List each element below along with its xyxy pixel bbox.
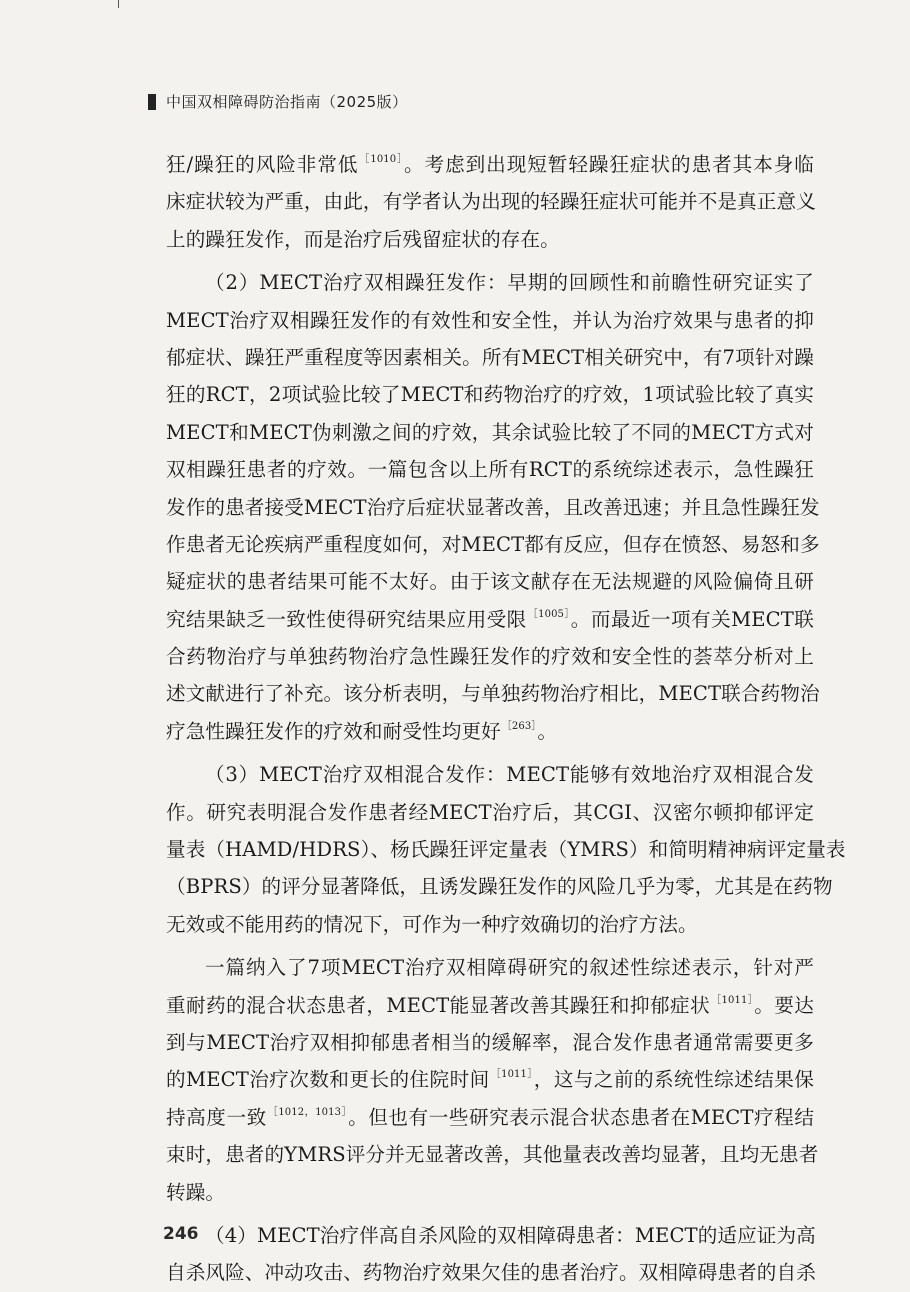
text-line (166, 638, 814, 675)
line-text: （3）MECT治疗双相混合发作：MECT能够有效地治疗双相混合发 (205, 763, 814, 787)
text-line (166, 868, 833, 905)
line-text: 束时，患者的YMRS评分并无显著改善，其他量表改善均显著，且均无患者 (166, 1143, 819, 1167)
crop-mark (118, 0, 119, 8)
citation-ref: ［263］ (501, 720, 537, 732)
line-text: 发作的患者接受MECT治疗后症状显著改善，且改善迅速；并且急性躁狂发 (166, 495, 820, 519)
line-text-continued: 。 (537, 719, 558, 743)
line-text-continued: 。要达 (754, 993, 814, 1017)
text-line (166, 376, 814, 413)
line-text: 疑症状的患者结果可能不太好。由于该文献存在无法规避的风险偏倚且研 (166, 570, 814, 594)
line-text: 无效或不能用药的情况下，可作为一种疗效确切的治疗方法。 (166, 912, 698, 936)
text-line (166, 675, 820, 712)
line-text: 究结果缺乏一致性使得研究结果应用受限 (166, 607, 527, 631)
citation-ref: ［1012，1013］ (267, 1106, 348, 1118)
text-line (166, 563, 814, 600)
citation-ref: ［1010］ (359, 154, 404, 165)
text-line (166, 1136, 819, 1173)
text-line (166, 794, 814, 831)
header-bar-icon (148, 94, 156, 110)
text-line (166, 1174, 814, 1211)
line-text: MECT和MECT伪刺激之间的疗效，其余试验比较了不同的MECT方式对 (166, 420, 814, 444)
text-line (166, 302, 814, 339)
text-line (166, 601, 814, 638)
line-text: 床症状较为严重，由此，有学者认为出现的轻躁狂症状可能并不是真正意义 (166, 190, 816, 214)
line-text: 狂/躁狂的风险非常低 (166, 153, 359, 176)
text-line (166, 1024, 814, 1061)
line-text: 的MECT治疗次数和更长的住院时间 (166, 1068, 490, 1092)
line-text: 郁症状、躁狂严重程度等因素相关。所有MECT相关研究中，有7项针对躁 (166, 345, 814, 369)
line-text: 重耐药的混合状态患者，MECT能显著改善其躁狂和抑郁症状 (166, 993, 711, 1017)
line-text: （4）MECT治疗伴高自杀风险的双相障碍患者：MECT的适应证为高 (205, 1223, 816, 1247)
text-line (166, 183, 814, 220)
line-text: 作患者无论疾病严重程度如何，对MECT都有反应，但存在愤怒、易怒和多 (166, 532, 820, 556)
running-head-title: 中国双相障碍防治指南（2025版） (166, 93, 408, 111)
text-line (166, 526, 820, 563)
line-text: 持高度一致 (166, 1105, 267, 1129)
line-text: 双相躁狂患者的疗效。一篇包含以上所有RCT的系统综述表示，急性躁狂 (166, 458, 814, 482)
line-text: 一篇纳入了7项MECT治疗双相障碍研究的叙述性综述表示，针对严 (205, 956, 814, 980)
line-text: 量表（HAMD/HDRS）、杨氏躁狂评定量表（YMRS）和简明精神病评定量表 (166, 838, 846, 862)
line-text-continued: 。考虑到出现短暂轻躁狂症状的患者其本身临 (404, 153, 814, 176)
text-line (166, 756, 814, 793)
line-text: （BPRS）的评分显著降低，且诱发躁狂发作的风险几乎为零，尤其是在药物 (166, 875, 833, 899)
line-text: 述文献进行了补充。该分析表明，与单独药物治疗相比，MECT联合药物治 (166, 682, 820, 706)
text-line (166, 221, 814, 258)
line-text: 作。研究表明混合发作患者经MECT治疗后，其CGI、汉密尔顿抑郁评定 (166, 800, 814, 824)
text-line (166, 1061, 814, 1098)
line-text: MECT治疗双相躁狂发作的有效性和安全性，并认为治疗效果与患者的抑 (166, 308, 814, 332)
text-line (166, 451, 814, 488)
line-text-continued: 。但也有一些研究表示混合状态患者在MECT疗程结 (348, 1105, 815, 1129)
line-text: 到与MECT治疗双相抑郁患者相当的缓解率，混合发作患者通常需要更多 (166, 1030, 814, 1054)
text-line (166, 1254, 814, 1291)
line-text: （2）MECT治疗双相躁狂发作：早期的回顾性和前瞻性研究证实了 (205, 271, 814, 295)
citation-ref: ［1011］ (711, 994, 754, 1006)
text-line (166, 713, 814, 750)
citation-ref: ［1005］ (527, 608, 570, 620)
text-line (166, 906, 814, 943)
line-text: 狂的RCT，2项试验比较了MECT和药物治疗的疗效，1项试验比较了真实 (166, 383, 814, 407)
text-line (166, 339, 814, 376)
line-text: 合药物治疗与单独药物治疗急性躁狂发作的疗效和安全性的荟萃分析对上 (166, 645, 814, 669)
text-line (166, 264, 814, 301)
text-line (166, 1217, 814, 1254)
text-line (166, 987, 814, 1024)
citation-ref: ［1011］ (490, 1069, 533, 1081)
text-line (166, 1099, 814, 1136)
line-text: 自杀风险、冲动攻击、药物治疗效果欠佳的患者治疗。双相障碍患者的自杀 (166, 1261, 816, 1285)
text-line (166, 489, 820, 526)
text-line (166, 146, 814, 183)
page-number: 246 (163, 1224, 199, 1244)
line-text: 上的躁狂发作，而是治疗后残留症状的存在。 (166, 227, 560, 251)
running-head (148, 91, 408, 112)
line-text: 转躁。 (166, 1180, 226, 1204)
line-text-continued: 。而最近一项有关MECT联 (570, 607, 814, 631)
text-line (166, 949, 814, 986)
text-line (166, 414, 814, 451)
line-text: 疗急性躁狂发作的疗效和耐受性均更好 (166, 719, 501, 743)
body-text (166, 146, 846, 1292)
line-text-continued: ，这与之前的系统性综述结果保 (533, 1068, 814, 1092)
text-line (166, 831, 846, 868)
